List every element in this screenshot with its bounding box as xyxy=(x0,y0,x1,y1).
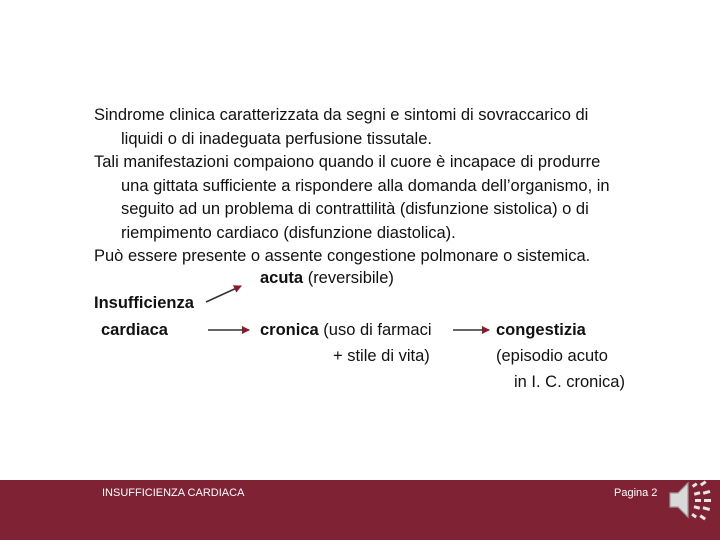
congestizia-note-line2: (episodio acuto xyxy=(496,347,608,365)
text-line: Può essere presente o assente congestione polmonare o sistemica. xyxy=(94,247,591,265)
text-line: liquidi o di inadeguata perfusione tissutale. xyxy=(121,129,432,148)
cronica-term: cronica xyxy=(260,321,319,339)
acuta-note: (reversibile) xyxy=(303,269,394,287)
insufficienza-label: Insufficienza xyxy=(94,294,194,312)
text-line: Sindrome clinica caratterizzata da segni e sintomi di sovraccarico di xyxy=(94,106,589,124)
cardiaca-label: cardiaca xyxy=(101,321,168,339)
arrow-to-acuta xyxy=(206,286,241,302)
page-number: Pagina 2 xyxy=(614,487,658,499)
footer-bar xyxy=(0,480,720,540)
cronica-note: (uso di farmaci xyxy=(318,321,432,339)
congestizia-label: congestizia xyxy=(496,321,586,339)
text-line: seguito ad un problema di contrattilità (disfunzione sistolica) o di xyxy=(121,200,589,218)
speaker-icon[interactable] xyxy=(664,474,716,531)
text-line: Tali manifestazioni compaiono quando il cuore è incapace di produrre xyxy=(94,153,601,171)
text-line: riempimento cardiaco (disfunzione diastolica). xyxy=(121,223,456,242)
text-line: una gittata sufficiente a rispondere alla domanda dell’organismo, in xyxy=(121,176,610,195)
congestizia-note-line3: in I. C. cronica) xyxy=(514,373,625,391)
footer-title: INSUFFICIENZA CARDIACA xyxy=(102,487,245,499)
acuta-term: acuta xyxy=(260,269,304,287)
cronica-note-line2: + stile di vita) xyxy=(333,347,430,365)
